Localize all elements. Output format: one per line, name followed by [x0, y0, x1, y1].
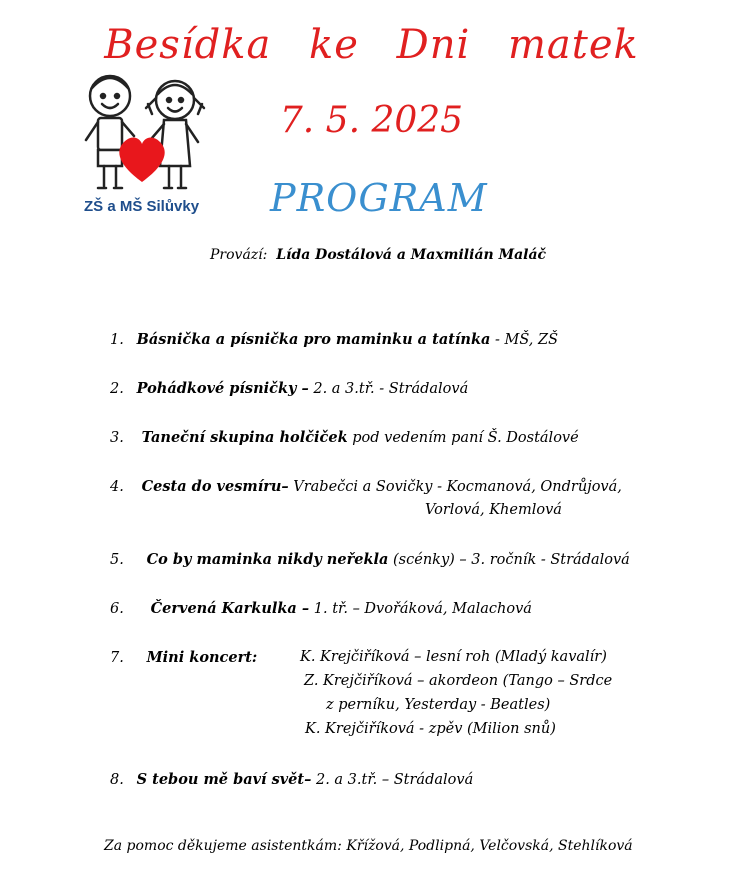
item-number: 2.	[110, 381, 124, 397]
hosts-names: Lída Dostálová a Maxmilián Maláč	[276, 247, 547, 263]
concert-line-4: K. Krejčiříková - zpěv (Milion snů)	[305, 721, 556, 737]
item-title: Cesta do vesmíru–	[141, 478, 289, 495]
page-title: Besídka ke Dni matek	[104, 22, 639, 68]
item-number: 5.	[110, 552, 124, 568]
school-name: ZŠ a MŠ Silůvky	[84, 198, 200, 215]
program-heading: PROGRAM	[270, 176, 488, 220]
item-number: 4.	[110, 479, 124, 495]
program-item-1	[110, 331, 558, 348]
hosts-line	[210, 247, 546, 263]
heart-icon	[119, 138, 164, 182]
program-item-2	[110, 380, 468, 397]
program-item-8	[110, 771, 473, 788]
program-item-4-continuation: Vorlová, Khemlová	[425, 502, 562, 518]
item-title: Básnička a písnička pro maminku a tatínka	[136, 331, 491, 348]
item-title: Taneční skupina holčiček	[141, 429, 348, 446]
program-item-3	[110, 429, 579, 446]
item-detail: - MŠ, ZŠ	[490, 332, 559, 348]
program-item-7	[110, 649, 257, 666]
item-number: 7.	[110, 650, 124, 666]
program-item-5	[110, 551, 630, 568]
item-title: S tebou mě baví svět–	[136, 771, 312, 788]
concert-line-3: z perníku, Yesterday - Beatles)	[326, 697, 551, 713]
item-number: 6.	[110, 601, 124, 617]
item-detail: pod vedením paní Š. Dostálové	[347, 430, 579, 446]
program-item-6	[110, 600, 532, 617]
item-title: Mini koncert:	[146, 649, 258, 666]
item-detail: (scénky) – 3. ročník - Strádalová	[388, 552, 630, 568]
concert-line-2: Z. Krejčiříková – akordeon (Tango – Srdce	[304, 673, 613, 689]
item-detail: Vrabečci a Sovičky - Kocmanová, Ondrůjová,	[288, 479, 622, 495]
item-detail: 2. a 3.tř. - Strádalová	[308, 381, 469, 397]
item-number: 8.	[110, 772, 124, 788]
thanks-footer: Za pomoc děkujeme asistentkám: Křížová, Podlipná, Velčovská, Stehlíková	[104, 838, 633, 854]
item-title: Červená Karkulka –	[150, 600, 310, 617]
program-item-4	[110, 478, 622, 495]
concert-line-1: K. Krejčiříková – lesní roh (Mladý kavalír)	[300, 649, 607, 665]
item-title: Pohádkové písničky –	[136, 380, 309, 397]
item-number: 1.	[110, 332, 124, 348]
item-detail: 2. a 3.tř. – Strádalová	[311, 772, 474, 788]
hosts-label: Provází:	[210, 247, 268, 263]
event-date: 7. 5. 2025	[279, 100, 464, 141]
item-title: Co by maminka nikdy neřekla	[146, 551, 389, 568]
item-detail: 1. tř. – Dvořáková, Malachová	[309, 601, 532, 617]
item-number: 3.	[110, 430, 124, 446]
